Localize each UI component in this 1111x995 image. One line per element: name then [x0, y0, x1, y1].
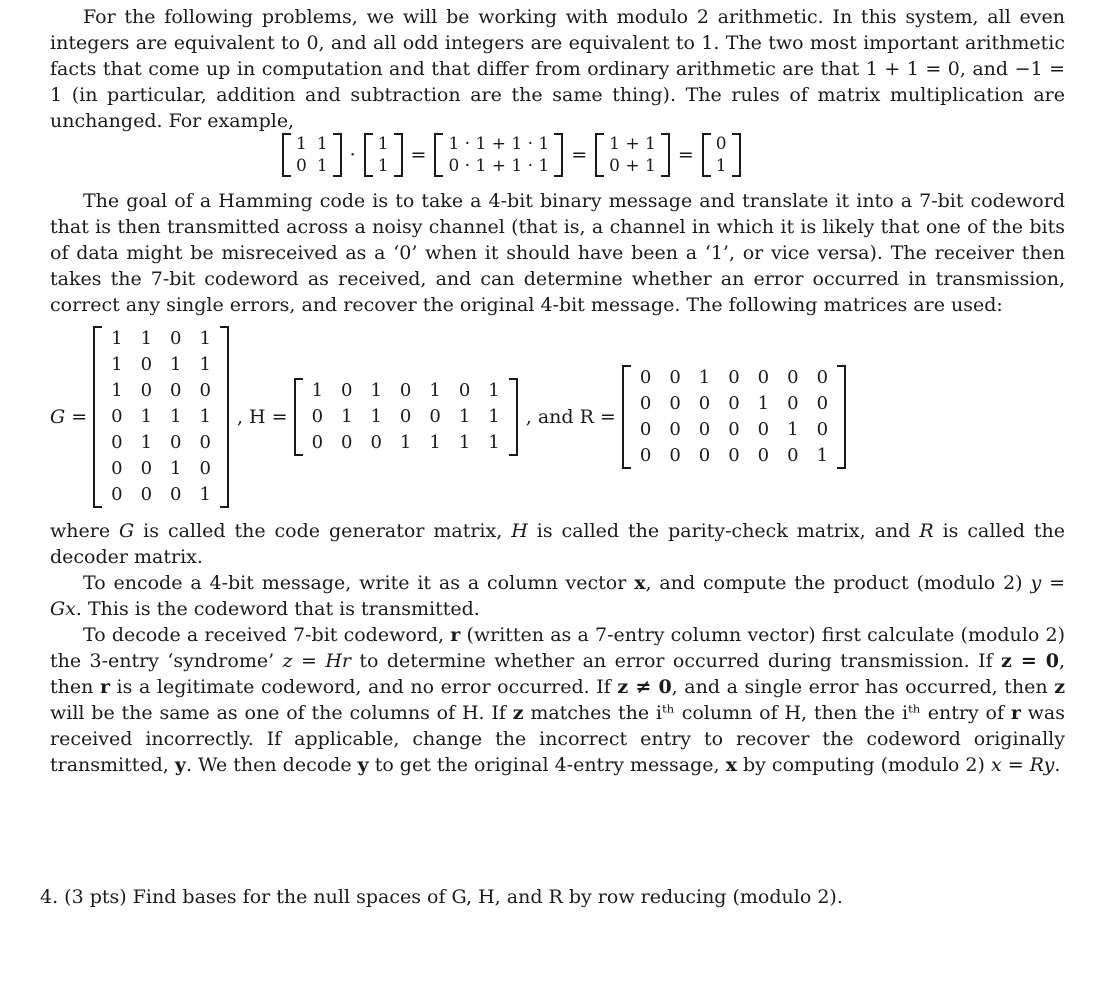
matrix-entry: 1 — [377, 156, 389, 176]
matrix-entry: 1 — [316, 156, 328, 176]
matrix-entry: 0 — [296, 156, 307, 176]
matrix-entry: 0 — [111, 458, 123, 479]
matrix-entry: 1 — [429, 380, 441, 401]
matrix-entry: 0 — [311, 406, 324, 427]
matrix-row — [303, 404, 509, 430]
matrix-entry: 1 + 1 — [609, 134, 656, 154]
matrix-entry: 0 — [140, 354, 153, 375]
matrix-entry: 0 — [170, 380, 182, 401]
matrix-entry: 0 — [728, 393, 740, 414]
matrix-entry: 0 — [639, 393, 652, 414]
matrix-row — [373, 155, 394, 177]
matrix-entry: 0 — [399, 380, 412, 401]
matrix-entry: 1 — [370, 380, 382, 401]
matrix-row — [102, 404, 220, 430]
matrix-entry: 1 — [140, 432, 153, 453]
matrix-entry: 0 — [728, 367, 740, 388]
matrix-entry: 0 — [669, 367, 681, 388]
matrix-entry: 0 — [639, 419, 652, 440]
matrices-row — [50, 327, 846, 507]
example-step1 — [434, 133, 563, 177]
matrix-entry: 1 — [316, 134, 328, 154]
example-matrix-A — [282, 133, 342, 177]
matrix-entry: 1 — [341, 406, 353, 427]
matrix-entry: 0 — [111, 484, 123, 505]
matrix-entry: 0 — [170, 328, 182, 349]
matrix-row — [711, 133, 732, 155]
matrix-entry: 0 — [341, 380, 353, 401]
matrix-entry: 0 — [787, 393, 799, 414]
matrix-entry: 1 — [111, 328, 123, 349]
matrix-entry: 0 — [816, 367, 829, 388]
matrix-row — [443, 155, 554, 177]
equals-sign: = — [571, 144, 588, 166]
where-paragraph: where G is called the code generator matrix, H is called the parity-check matrix, and R is called the decoder matrix. — [50, 520, 1065, 568]
matrix-entry: 0 — [429, 406, 441, 427]
matrix-entry: 0 · 1 + 1 · 1 — [448, 156, 550, 176]
matrix-entry: 0 — [311, 432, 324, 453]
matrix-table — [102, 326, 220, 508]
matrix-row — [631, 417, 837, 443]
matrix-entry: 0 — [341, 432, 353, 453]
matrix-table — [604, 133, 661, 177]
matrix-entry: 0 — [199, 380, 211, 401]
matrix-R — [622, 365, 846, 469]
matrix-entry: 1 — [816, 445, 829, 466]
matrix-entry: 0 — [787, 367, 799, 388]
equals-sign: = — [677, 144, 694, 166]
matrix-row — [631, 365, 837, 391]
matrix-entry: 1 — [111, 380, 123, 401]
matrix-row — [373, 133, 394, 155]
matrix-table — [631, 365, 837, 469]
matrix-entry: 1 — [399, 432, 412, 453]
matrix-entry: 0 — [370, 432, 382, 453]
matrix-row — [711, 155, 732, 177]
matrix-row — [631, 391, 837, 417]
example-step2 — [595, 133, 670, 177]
G-label: G = — [50, 406, 88, 428]
matrix-row — [102, 456, 220, 482]
matrix-entry: 0 — [669, 419, 681, 440]
matrix-entry: 0 — [816, 393, 829, 414]
example-result — [702, 133, 741, 177]
matrix-entry: 0 — [199, 432, 211, 453]
encode-paragraph: To encode a 4-bit message, write it as a column vector x, and compute the product (modulo 2) y = Gx. This is the codeword that is transmitted. — [50, 572, 1065, 620]
matrix-entry: 1 — [140, 406, 153, 427]
matrix-entry: 0 — [787, 445, 799, 466]
problem-4: 4. (3 pts) Find bases for the null spaces of G, H, and R by row reducing (modulo 2). — [40, 886, 843, 908]
matrix-entry: 1 · 1 + 1 · 1 — [448, 134, 550, 154]
R-label: , and R = — [525, 406, 616, 428]
matrix-entry: 0 — [757, 419, 770, 440]
matrix-entry: 1 — [429, 432, 441, 453]
matrix-entry: 1 — [377, 134, 389, 154]
matrix-row — [102, 430, 220, 456]
matrix-entry: 0 — [715, 134, 727, 154]
matrix-entry: 0 — [757, 445, 770, 466]
matrix-row — [102, 326, 220, 352]
matrix-row — [102, 482, 220, 508]
matrix-entry: 0 — [698, 445, 711, 466]
matrix-entry: 0 — [669, 393, 681, 414]
matrix-entry: 1 — [170, 354, 182, 375]
matrix-entry: 1 — [458, 432, 471, 453]
matrix-row — [291, 133, 333, 155]
matrix-table — [373, 133, 394, 177]
matrix-entry: 0 — [698, 419, 711, 440]
matrix-G — [93, 326, 229, 508]
matrix-entry: 1 — [488, 432, 500, 453]
matrix-entry: 0 — [140, 458, 153, 479]
matrix-entry: 1 — [311, 380, 324, 401]
matrix-entry: 1 — [199, 328, 211, 349]
H-label: , H = — [236, 406, 288, 428]
matrix-row — [291, 155, 333, 177]
matrix-entry: 0 — [199, 458, 211, 479]
matrix-entry: 0 — [140, 380, 153, 401]
matrix-entry: 1 — [787, 419, 799, 440]
matrix-entry: 1 — [488, 380, 500, 401]
matrix-entry: 0 — [140, 484, 153, 505]
matrix-table — [711, 133, 732, 177]
matrix-entry: 0 — [728, 419, 740, 440]
matrix-entry: 1 — [170, 406, 182, 427]
decode-paragraph: To decode a received 7-bit codeword, r (written as a 7-entry column vector) first calculate (modulo 2) the 3-entry ‘syndrome’ z = Hr to determine whether an error occurred during transmission. If z = 0, then r is a legitimate codeword, and no error occurred. If z ≠ 0, and a single error has occurred, then z will be the same as one of the columns of H. If z matches the iᵗʰ column of H, then the iᵗʰ entry of r was received incorrectly. If applicable, change the incorrect entry to recover the codeword originally transmitted, y. We then decode y to get the original 4-entry message, x by computing (modulo 2) x = Ry. — [50, 624, 1066, 776]
dot-operator: · — [349, 144, 356, 166]
matrix-entry: 0 — [698, 393, 711, 414]
matrix-entry: 0 — [669, 445, 681, 466]
matrix-entry: 0 — [728, 445, 740, 466]
matrix-entry: 1 — [111, 354, 123, 375]
intro-paragraph: For the following problems, we will be working with modulo 2 arithmetic. In this system, all even integers are equivalent to 0, and all odd integers are equivalent to 1. The two most important arithmetic facts that come up in computation and that differ from ordinary arithmetic are that 1 + 1 = 0, and −1 = 1 (in particular, addition and subtraction are the same thing). The rules of matrix multiplication are unchanged. For example, — [50, 6, 1065, 132]
matrix-entry: 1 — [140, 328, 153, 349]
matrix-entry: 1 — [715, 156, 727, 176]
matrix-table — [443, 133, 554, 177]
matrix-entry: 0 — [639, 445, 652, 466]
matrix-entry: 1 — [757, 393, 770, 414]
matrix-entry: 0 — [639, 367, 652, 388]
matrix-entry: 0 — [170, 432, 182, 453]
matrix-entry: 0 — [816, 419, 829, 440]
matrix-entry: 1 — [370, 406, 382, 427]
matrix-row — [303, 430, 509, 456]
equals-sign: = — [410, 144, 427, 166]
matrix-entry: 0 — [757, 367, 770, 388]
matrix-entry: 1 — [296, 134, 307, 154]
matrix-row — [102, 378, 220, 404]
matrix-entry: 0 + 1 — [609, 156, 656, 176]
matrix-row — [303, 378, 509, 404]
matrix-entry: 1 — [698, 367, 711, 388]
matrix-entry: 0 — [111, 432, 123, 453]
matrix-H — [294, 378, 518, 456]
matrix-entry: 0 — [458, 380, 471, 401]
matrix-row — [631, 443, 837, 469]
matrix-table — [303, 378, 509, 456]
matrix-entry: 0 — [399, 406, 412, 427]
matrix-entry: 1 — [170, 458, 182, 479]
example-equation — [282, 133, 741, 177]
matrix-entry: 0 — [170, 484, 182, 505]
matrix-entry: 1 — [488, 406, 500, 427]
matrix-row — [443, 133, 554, 155]
matrix-table — [291, 133, 333, 177]
matrix-entry: 1 — [199, 484, 211, 505]
matrix-row — [102, 352, 220, 378]
example-vector — [364, 133, 403, 177]
matrix-row — [604, 133, 661, 155]
goal-paragraph: The goal of a Hamming code is to take a 4-bit binary message and translate it into a 7-bit codeword that is then transmitted across a noisy channel (that is, a channel in which it is likely that one of the bits of data might be misreceived as a ‘0’ when it should have been a ‘1’, or vice versa). The receiver then takes the 7-bit codeword as received, and can determine whether an error occurred in transmission, correct any single errors, and recover the original 4-bit message. The following matrices are used: — [50, 190, 1065, 316]
matrix-entry: 1 — [199, 406, 211, 427]
matrix-row — [604, 155, 661, 177]
matrix-entry: 1 — [199, 354, 211, 375]
matrix-entry: 0 — [111, 406, 123, 427]
matrix-entry: 1 — [458, 406, 471, 427]
